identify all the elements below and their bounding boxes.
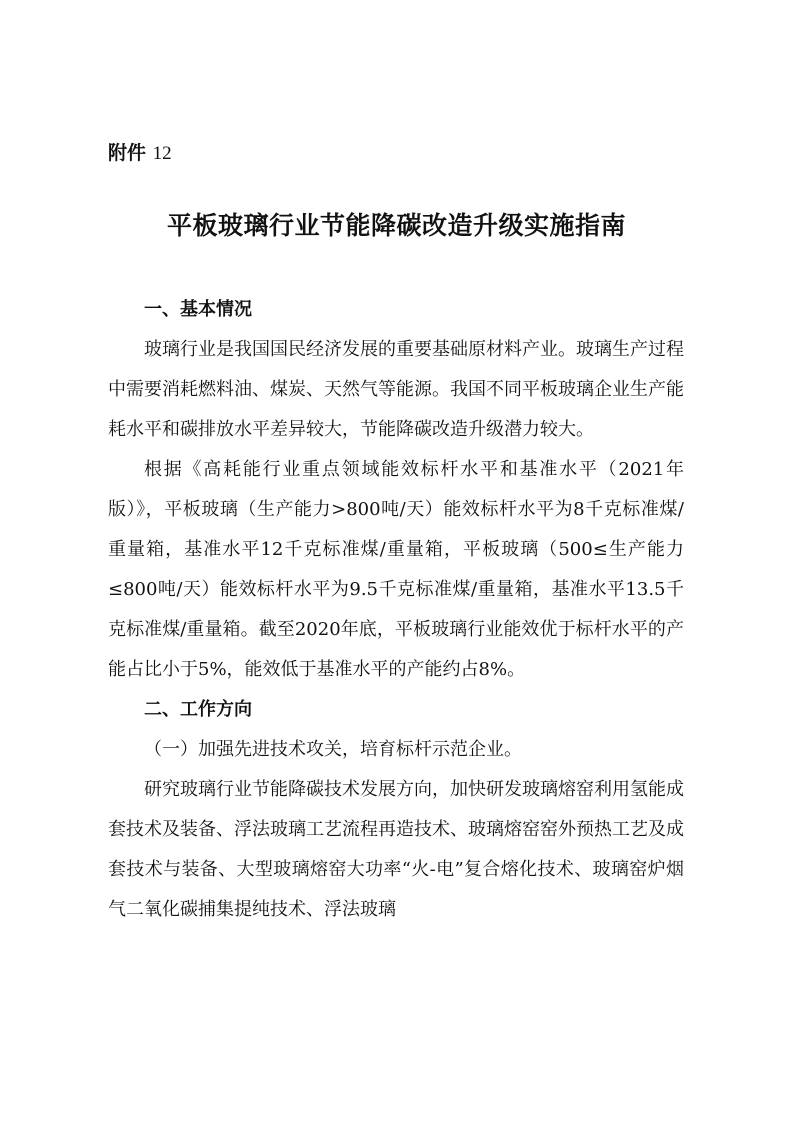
annex-number: 12 [152, 143, 172, 164]
section-heading-basic-situation: 一、基本情况 [144, 299, 252, 320]
annex-label-text: 附件 [108, 142, 147, 164]
paragraph-energy-benchmarks: 根据《高耗能行业重点领域能效标杆水平和基准水平（2021年版）》，平板玻璃（生产能力>800吨/天）能效标杆水平为8千克标准煤/重量箱，基准水平12千克标准煤/重量箱，平板玻璃（500≤生产能力≤800吨/天）能效标杆水平为9.5千克标准煤/重量箱，基准水平13.5千克标准煤/重量箱。截至2020年底，平板玻璃行业能效优于标杆水平的产能占比小于5%，能效低于基准水平的产能约占8%。 [108, 459, 684, 680]
paragraph-technology-research: 研究玻璃行业节能降碳技术发展方向，加快研发玻璃熔窑利用氢能成套技术及装备、浮法玻璃工艺流程再造技术、玻璃熔窑窑外预热工艺及成套技术与装备、大型玻璃熔窑大功率“火-电”复合熔化技术、玻璃窑炉烟气二氧化碳捕集提纯技术、浮法玻璃 [108, 779, 684, 920]
paragraph-industry-overview: 玻璃行业是我国国民经济发展的重要基础原材料产业。玻璃生产过程中需要消耗燃料油、煤炭、天然气等能源。我国不同平板玻璃企业生产能耗水平和碳排放水平差异较大，节能降碳改造升级潜力较大。 [108, 339, 684, 440]
subsection-heading-technology: （一）加强先进技术攻关，培育标杆示范企业。 [144, 739, 522, 760]
section-heading-work-direction: 二、工作方向 [144, 699, 252, 720]
document-title: 平板玻璃行业节能降碳改造升级实施指南 [166, 211, 626, 240]
document-body [108, 290, 684, 930]
annex-label [108, 139, 172, 168]
